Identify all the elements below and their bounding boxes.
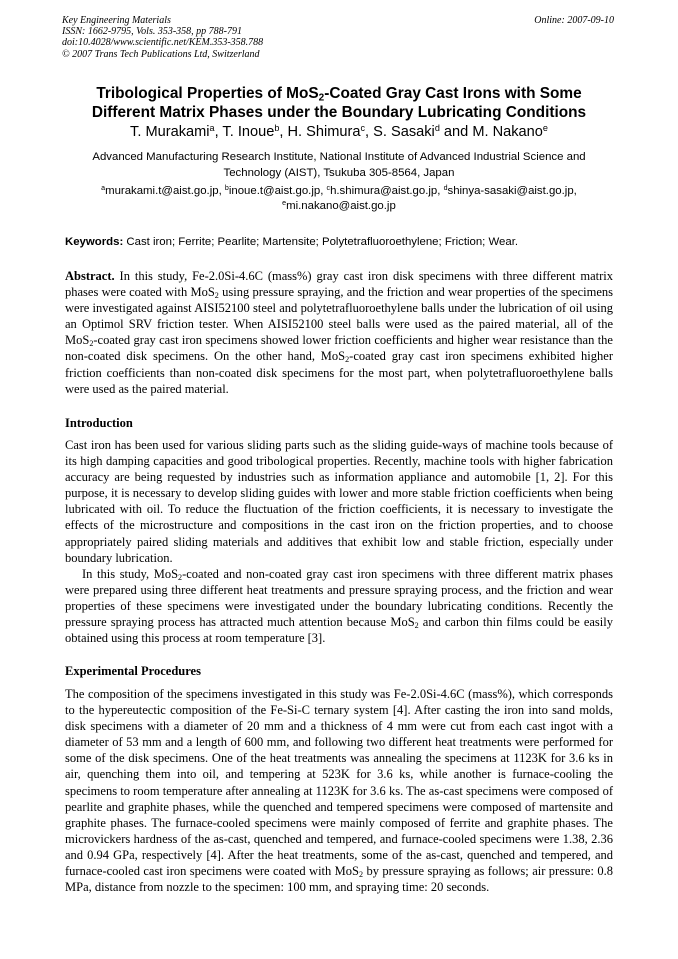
email-mark: d [443, 185, 448, 193]
experimental-heading: Experimental Procedures [65, 664, 201, 678]
subscript: 2 [414, 621, 419, 631]
experimental-paragraph [65, 686, 613, 895]
issn-line: ISSN: 1662-9795, Vols. 353-358, pp 788-791 [62, 26, 242, 38]
author-list [40, 123, 638, 141]
email-link[interactable]: h.shimura@aist.go.jp [330, 185, 438, 197]
title-line-2: Different Matrix Phases under the Boundary Lubricating Conditions [91, 104, 587, 121]
online-date: Online: 2007-09-10 [534, 15, 614, 26]
author-name: T. Murakami [130, 124, 210, 140]
experimental-body [65, 686, 613, 895]
abstract-text: -coated gray cast iron specimens showed lower friction coefficients and higher wear resistance than the non-coated disk specimens. On the other hand, MoS [65, 333, 613, 364]
email-link[interactable]: murakami.t@aist.go.jp [105, 185, 219, 197]
affiliation [50, 150, 628, 181]
author-emails: $^a$murakami.t@aist.go.jp, $^b$inoue.t@aist.go.jp, $^c$h.shimura@aist.go.jp, $^d$shinya-sasaki@aist.go.jp, $^e$mi.nakano@aist.go.jp [101, 185, 577, 212]
subscript: 2 [178, 572, 183, 582]
email-link[interactable]: shinya-sasaki@aist.go.jp [447, 185, 574, 197]
abstract-text: -coated gray cast iron specimens exhibited higher friction coefficients than non-coated disk specimens for the most part, when polytetrafluoroethylene balls were used as the paired material. [65, 349, 613, 396]
journal-name: Key Engineering Materials [62, 15, 171, 26]
author-name: S. Sasaki [373, 124, 435, 140]
subscript: 2 [359, 870, 364, 880]
email-mark: b [224, 185, 229, 193]
paper-title [40, 84, 638, 122]
author-name: T. Inoue [222, 124, 275, 140]
author-mark: b [274, 123, 280, 134]
email-mark: a [101, 185, 106, 193]
subscript: 2 [214, 291, 219, 301]
email-mark: c [326, 185, 331, 193]
author-mark: e [542, 123, 548, 134]
affiliation-line-1: Advanced Manufacturing Research Institute, National Institute of Advanced Industrial Science and [92, 151, 586, 163]
email-link[interactable]: inoue.t@aist.go.jp [228, 185, 321, 197]
paragraph-text: -coated and non-coated gray cast iron specimens with three different matrix phases were prepared using three different heat treatments and pressure spraying process, and the friction and wear properties of these specimens were investigated under the boundary lubricating conditions. Recently the pressure spraying process has attracted much attention because MoS [65, 566, 613, 630]
introduction-paragraph: Cast iron has been used for various sliding parts such as the sliding guide-ways of machine tools because of its high damping capacities and good tribological properties. Recently, machine tools with higher fabrication accuracy are being requested by industries such as information appliance and automobile [1, 2]. For this purpose, it is necessary to develop sliding guides with lower and more stable friction coefficients when being lubricated with oil. To reduce the fluctuation of the friction coefficients, it is necessary to investigate the effects of the microstructure and compositions in the cast iron on the friction properties, and to choose appropriately paired sliding materials and additives that exhibit low and stable friction, especially under boundary lubrication. [65, 438, 613, 565]
author-mark: a [209, 123, 215, 134]
author-mark: c [360, 123, 366, 134]
title-part-2: -Coated Gray Cast Irons with Some [324, 85, 582, 102]
author-separator: , [365, 124, 374, 140]
abstract [65, 268, 613, 397]
title-subscript: 2 [318, 92, 325, 104]
keywords-text: Cast iron; Ferrite; Pearlite; Martensite; Polytetrafluoroethylene; Friction; Wear. [123, 236, 519, 248]
author-separator: , [214, 124, 223, 140]
paragraph-text: and carbon thin films could be easily obtained using this process at room temperature [3]. [65, 615, 613, 646]
keywords-label: Keywords: [65, 236, 124, 248]
title-part-1: Tribological Properties of MoS [96, 85, 319, 102]
introduction-body [65, 437, 613, 646]
abstract-text: using pressure spraying, and the friction and wear properties of the specimens were investigated against AISI52100 steel and polytetrafluoroethylene balls under the lubrication of oil using an Optimol SRV friction tester. When AISI52100 steel balls were used as the paired material, all of the MoS [65, 285, 613, 348]
introduction-heading: Introduction [65, 416, 133, 430]
paragraph-text: by pressure spraying as follows; air pressure: 0.8 MPa, distance from nozzle to the specimen: 100 mm, and spraying time: 20 seconds. [65, 864, 613, 895]
affiliation-line-2: Technology (AIST), Tsukuba 305-8564, Japan [223, 166, 455, 179]
subscript: 2 [89, 339, 94, 349]
email-mark: e [282, 199, 287, 207]
author-mark: d [434, 123, 440, 134]
author-name: H. Shimura [287, 124, 361, 140]
subscript: 2 [345, 355, 350, 365]
journal-header [62, 15, 614, 60]
copyright-line: © 2007 Trans Tech Publications Ltd, Switzerland [62, 48, 260, 60]
abstract-text: In this study, Fe-2.0Si-4.6C (mass%) gray cast iron disk specimens with three different matrix phases were coated with MoS [65, 269, 613, 300]
email-link[interactable]: mi.nakano@aist.go.jp [286, 199, 396, 212]
author-separator: , [279, 124, 288, 140]
introduction-paragraph [65, 566, 613, 646]
author-name: M. Nakano [472, 124, 543, 140]
doi-line: doi:10.4028/www.scientific.net/KEM.353-358.788 [62, 37, 264, 49]
paragraph-text: In this study, MoS [82, 566, 179, 581]
abstract-label: Abstract. [65, 269, 115, 283]
author-separator: and [439, 124, 473, 140]
keywords [65, 235, 625, 249]
paragraph-text: The composition of the specimens investigated in this study was Fe-2.0Si-4.6C (mass%), which corresponds to the hypereutectic composition of the Fe-Si-C ternary system [4]. After casting the iron into sand molds, disk specimens with a diameter of 20 mm and a thickness of 4 mm were cut from each cast ingot with a diameter of 53 mm and a length of 600 mm, and following two different heat treatments were performed for some of the disk specimens. One of the heat treatments was annealing the specimens at 1123K for 3.6 ks in air, quenching them into oil, and tempering at 523K for 3.6 ks, while another is furnace-cooling the specimens to room temperature after annealing at 1123K for 3.6 ks. The as-cast specimens were composed of pearlite and graphite phases, while the quenched and tempered specimens were composed of martensite and graphite phases. The furnace-cooled specimens were mainly composed of ferrite and graphite phases. The microvickers hardness of the as-cast, quenched and tempered, and furnace-cooled specimens were 1.38, 2.36 and 0.94 GPa, respectively [4]. After the heat treatments, some of the as-cast, quenched and tempered, and furnace-cooled cast iron specimens were coated with MoS [65, 687, 613, 879]
